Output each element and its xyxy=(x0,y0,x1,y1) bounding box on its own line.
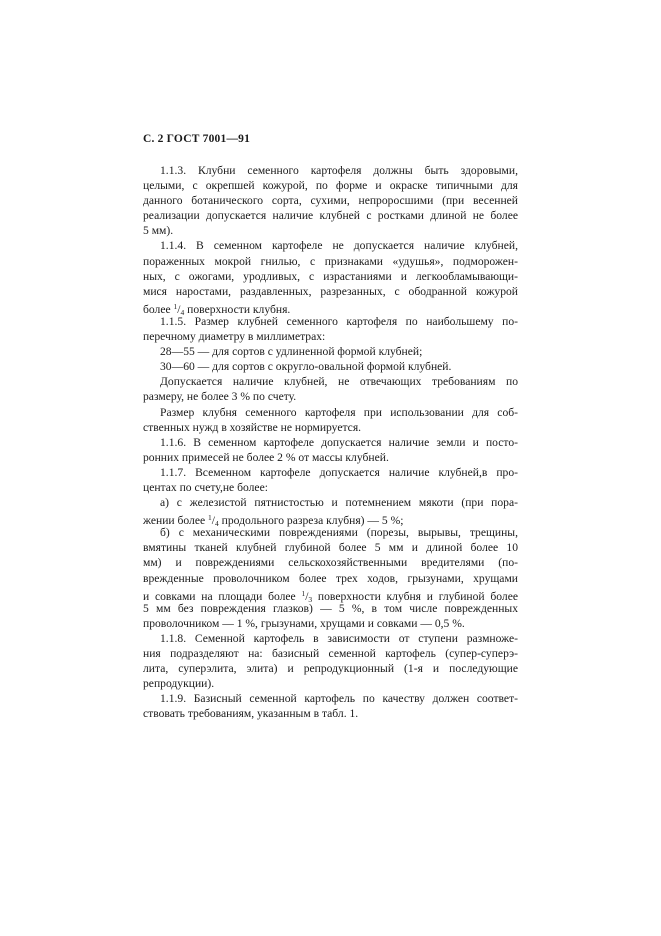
line-text: проволочником — 1 %, грызунами, хрущами и совками — 0,5 %. xyxy=(143,616,465,630)
text-line xyxy=(143,269,518,284)
text-line xyxy=(143,254,518,269)
page-header: С. 2 ГОСТ 7001—91 xyxy=(143,133,251,145)
line-text: мм) и повреждениями сельскохозяйственными вредителями (по- xyxy=(143,556,518,570)
fraction-slash: / xyxy=(211,514,216,528)
text-line xyxy=(143,238,518,253)
fraction-denominator: 3 xyxy=(308,594,313,604)
fraction-slash: / xyxy=(177,302,181,316)
text-line xyxy=(143,405,518,420)
text-line xyxy=(143,510,518,529)
line-text: реализации допускается наличие клубней с ростками длиной не более xyxy=(143,209,518,223)
line-text: пораженных мокрой гнилью, с признаками «удушья», подморожен- xyxy=(143,254,518,268)
line-text: врежденные проволочником более трех ходов, грызунами, хрущами xyxy=(143,571,518,585)
text-line xyxy=(143,646,518,661)
fraction-denominator: 4 xyxy=(180,307,185,317)
document-page xyxy=(143,132,518,721)
text-line xyxy=(143,706,518,721)
line-text: репродукции). xyxy=(143,677,215,691)
line-text: ствовать требованиям, указанным в табл. 1. xyxy=(143,707,359,721)
text-line xyxy=(143,359,518,374)
line-text: 1.1.8. Семенной картофель в зависимости от ступени размноже- xyxy=(160,631,518,645)
text-line xyxy=(143,299,518,317)
line-text: 30—60 — для сортов с округло-овальной формой клубней. xyxy=(160,360,452,374)
fraction-numerator: 1 xyxy=(301,588,306,598)
line-text: ственных нужд в хозяйстве не нормируется. xyxy=(143,420,362,434)
text-line xyxy=(143,540,518,555)
line-text: жении более xyxy=(143,514,209,528)
line-text: 1.1.6. В семенном картофеле допускается наличие земли и посто- xyxy=(160,435,518,449)
fraction-numerator: 1 xyxy=(208,513,212,523)
line-text: центах по счету,не более: xyxy=(143,480,268,494)
text-line xyxy=(143,223,518,238)
line-text: Размер клубня семенного картофеля при использовании для соб- xyxy=(160,405,518,419)
line-text-continued: продольного разреза клубня) — 5 %; xyxy=(218,514,404,528)
line-text: целыми, с окрепшей кожурой, по форме и окраске типичными для xyxy=(143,179,518,193)
text-line xyxy=(143,631,518,646)
line-text: 5 мм). xyxy=(143,224,174,238)
text-line xyxy=(143,555,518,570)
text-line xyxy=(143,208,518,223)
line-text: 1.1.9. Базисный семенной картофель по качеству должен соответ- xyxy=(160,692,518,706)
text-line xyxy=(143,450,518,465)
text-line xyxy=(143,374,518,389)
text-line xyxy=(143,420,518,435)
text-line xyxy=(143,525,518,540)
line-text: ния подразделяют на: базисный семенной картофель (супер-суперэ- xyxy=(143,647,518,660)
line-text: 28—55 — для сортов с удлиненной формой клубней; xyxy=(160,345,423,359)
fraction-numerator: 1 xyxy=(173,301,178,311)
text-line xyxy=(143,495,518,510)
fraction-slash: / xyxy=(305,589,309,603)
line-text: 1.1.4. В семенном картофеле не допускается наличие клубней, xyxy=(160,239,518,253)
line-text: и совками на площади более xyxy=(143,589,302,603)
line-text: 1.1.7. Всеменном картофеле допускается наличие клубней,в про- xyxy=(160,465,518,479)
text-line xyxy=(143,193,518,208)
text-line xyxy=(143,163,518,178)
line-text-continued: поверхности клубня. xyxy=(184,302,291,316)
body-text xyxy=(143,163,518,721)
line-text: ных, с ожогами, уродливых, с израстаниями и легкообламывающи- xyxy=(143,269,518,283)
text-line xyxy=(143,314,518,329)
text-line xyxy=(143,178,518,193)
text-line xyxy=(143,571,518,586)
text-line xyxy=(143,389,518,404)
line-text: ронних примесей не более 2 % от массы клубней. xyxy=(143,450,389,464)
text-line xyxy=(143,465,518,480)
text-line xyxy=(143,480,518,495)
text-line xyxy=(143,344,518,359)
text-line xyxy=(143,586,518,604)
line-text: б) с механическими повреждениями (порезы, вырывы, трещины, xyxy=(160,526,518,540)
line-text: 1.1.3. Клубни семенного картофеля должны быть здоровыми, xyxy=(160,164,518,177)
text-line xyxy=(143,284,518,299)
line-text: а) с железистой пятнистостью и потемнением мякоти (при пора- xyxy=(160,496,518,510)
line-text: 5 мм без повреждения глазков) — 5 %, в том числе поврежденных xyxy=(143,601,518,615)
text-line xyxy=(143,616,518,631)
text-line xyxy=(143,329,518,344)
line-text: вмятины тканей клубней глубиной более 5 мм и длиной более 10 xyxy=(143,541,518,555)
fraction-denominator: 4 xyxy=(215,519,219,529)
line-text: Допускается наличие клубней, не отвечающих требованиям по xyxy=(160,375,518,389)
line-text: мися наростами, раздавленных, разрезанных, с ободранной кожурой xyxy=(143,284,518,298)
text-line xyxy=(143,691,518,706)
text-line xyxy=(143,601,518,616)
text-line xyxy=(143,435,518,450)
line-text: перечному диаметру в миллиметрах: xyxy=(143,330,326,344)
text-line xyxy=(143,676,518,691)
line-text: 1.1.5. Размер клубней семенного картофеля по наибольшему по- xyxy=(160,314,518,328)
text-line xyxy=(143,661,518,676)
line-text: данного ботанического сорта, сухими, непроросшими (при весенней xyxy=(143,194,518,208)
line-text: размеру, не более 3 % по счету. xyxy=(143,390,297,404)
line-text-continued: поверхности клубня и глубиной более xyxy=(312,589,518,603)
line-text: лита, суперэлита, элита) и репродукционный (1-я и последующие xyxy=(143,662,518,676)
line-text: более xyxy=(143,302,174,316)
